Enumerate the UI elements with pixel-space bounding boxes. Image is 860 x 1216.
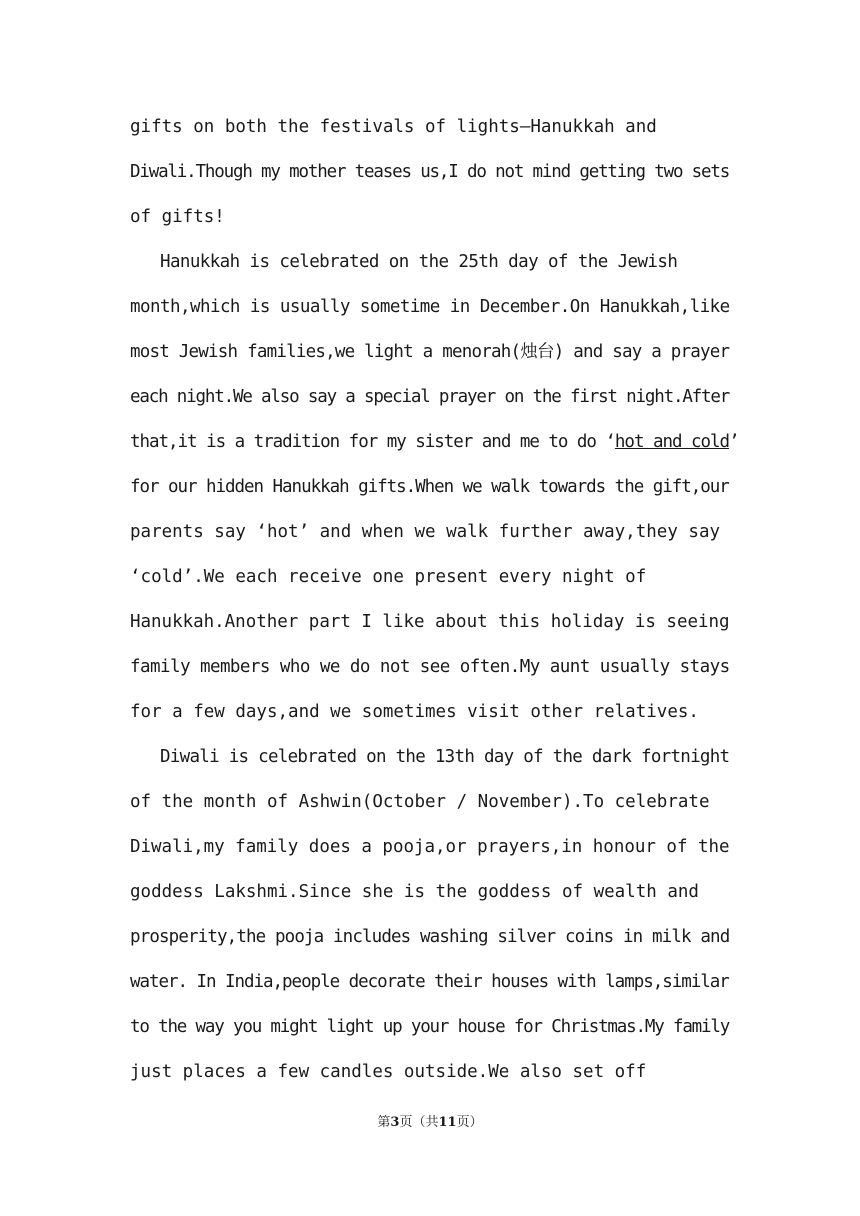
footer-prefix: 第 <box>377 1115 391 1130</box>
text-line: water. In India,people decorate their houses with lamps,similar <box>130 972 729 992</box>
text-line: goddess Lakshmi.Since she is the goddess of wealth and <box>130 882 699 902</box>
page-footer <box>0 1111 860 1130</box>
text-line: to the way you might light up your house for Christmas.My family <box>130 1017 730 1037</box>
text-line: Hanukkah.Another part I like about this holiday is seeing <box>130 612 730 632</box>
text-line: month,which is usually sometime in December.On Hanukkah,like <box>130 297 730 317</box>
text-line: for a few days,and we sometimes visit other relatives. <box>130 702 699 722</box>
text-line: gifts on both the festivals of lights—Hanukkah and <box>130 117 657 137</box>
text-line: family members who we do not see often.My aunt usually stays <box>130 657 730 677</box>
text-line: ‘cold’.We each receive one present every night of <box>130 567 647 587</box>
text-line: prosperity,the pooja includes washing silver coins in milk and <box>130 927 730 947</box>
text-line: most Jewish families,we light a menorah(烛台) and say a prayer <box>130 342 730 362</box>
text-line: of the month of Ashwin(October / November).To celebrate <box>130 792 710 812</box>
text-line: Diwali,my family does a pooja,or prayers,in honour of the <box>130 837 730 857</box>
text-line: parents say ‘hot’ and when we walk further away,they say <box>130 522 721 542</box>
total-pages: 11 <box>438 1115 457 1130</box>
text-line: for our hidden Hanukkah gifts.When we walk towards the gift,our <box>130 477 729 497</box>
text-segment: ’ <box>729 432 739 452</box>
footer-suffix: 页） <box>456 1115 483 1130</box>
text-segment: that,it is a tradition for my sister and me to do ‘ <box>130 432 615 452</box>
paragraph-start-line: Hanukkah is celebrated on the 25th day of the Jewish <box>160 252 678 272</box>
text-line: Diwali.Though my mother teases us,I do not mind getting two sets <box>130 162 730 182</box>
paragraph-start-line: Diwali is celebrated on the 13th day of the dark fortnight <box>160 747 730 767</box>
text-line <box>130 430 739 454</box>
underlined-phrase: hot and cold <box>614 432 730 452</box>
text-line: each night.We also say a special prayer on the first night.After <box>130 387 730 407</box>
text-line: of gifts! <box>130 207 225 227</box>
footer-middle: 页（共 <box>399 1115 439 1130</box>
text-line: just places a few candles outside.We also set off <box>130 1062 647 1082</box>
page-number: 3 <box>390 1115 400 1130</box>
